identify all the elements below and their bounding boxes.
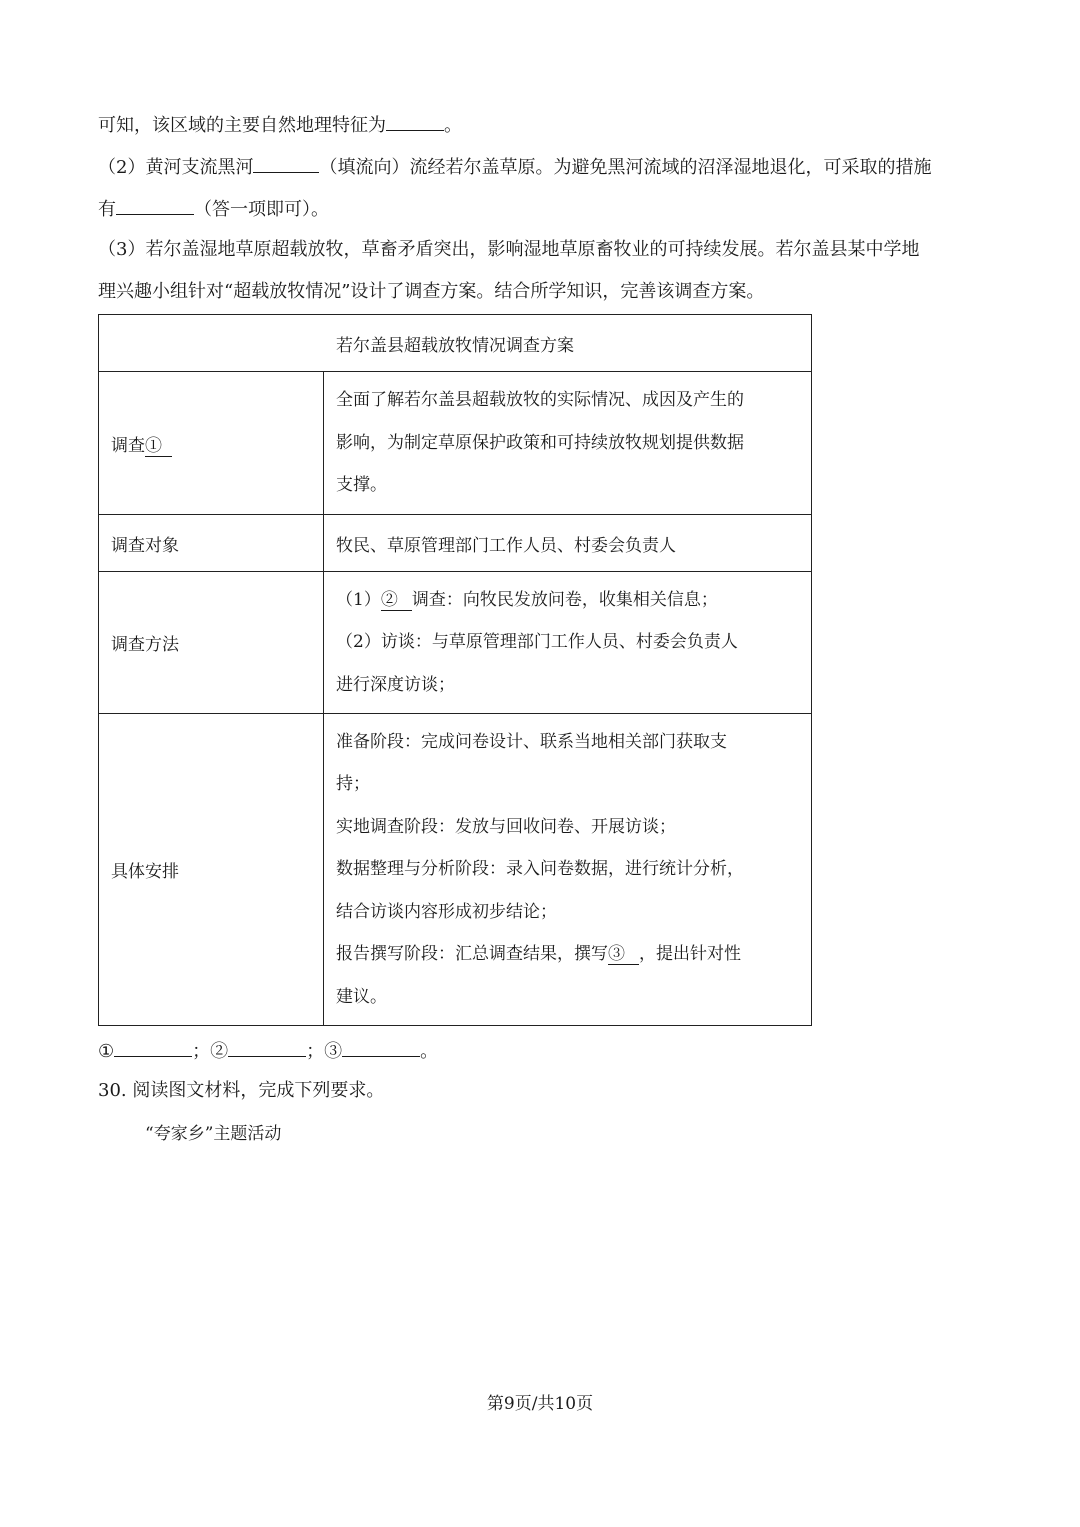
table-row-subject: [99, 515, 812, 572]
blank-3[interactable]: ③: [608, 944, 639, 965]
schedule-line-2: 持；: [336, 774, 370, 795]
answer-3-mark: ；③: [306, 1041, 343, 1062]
q3-line2: 理兴趣小组针对“超载放牧情况”设计了调查方案。结合所学知识，完善该调查方案。: [98, 281, 765, 302]
method-line-1: [336, 579, 799, 622]
answer-2-blank[interactable]: [228, 1036, 306, 1057]
q2-line1: [98, 152, 931, 182]
table-row-method: [99, 572, 812, 714]
q2-text-d: （答一项即可）。: [194, 199, 329, 220]
q3-line1: （3）若尔盖湿地草原超载放牧，草畜矛盾突出，影响湿地草原畜牧业的可持续发展。若尔盖县某中学地: [98, 239, 920, 260]
q2-text-b: （填流向）流经若尔盖草原。为避免黑河流域的沼泽湿地退化，可采取的措施: [319, 157, 932, 178]
answer-2-mark: ；②: [192, 1041, 229, 1062]
method-prefix: （1）: [336, 589, 381, 610]
purpose-line-3: 支撑。: [336, 475, 387, 496]
row-label-schedule: 具体安排: [99, 714, 324, 1026]
q2-blank-1[interactable]: [253, 152, 319, 173]
blank-2[interactable]: ②: [381, 590, 412, 611]
table-row-schedule: [99, 714, 812, 1026]
row-content-subject: 牧民、草原管理部门工作人员、村委会负责人: [324, 515, 812, 572]
method-line-2: （2）访谈：与草原管理部门工作人员、村委会负责人: [336, 632, 738, 653]
answer-1-mark: ①: [98, 1041, 115, 1062]
q2-text-a: （2）黄河支流黑河: [98, 157, 254, 178]
method-line-3: 进行深度访谈；: [336, 674, 455, 695]
q1-end: 。: [444, 115, 462, 136]
schedule-line-3: 实地调查阶段：发放与回收问卷、开展访谈；: [336, 816, 676, 837]
row-label-purpose: [99, 372, 324, 515]
page-footer: 第9页/共10页: [486, 1394, 594, 1414]
q2-blank-2[interactable]: [116, 194, 194, 215]
activity-title: “夸家乡”主题活动: [145, 1124, 282, 1144]
row-content-purpose: [324, 372, 812, 515]
answer-line: [98, 1036, 438, 1066]
q1-line: [98, 110, 462, 140]
answer-1-blank[interactable]: [114, 1036, 192, 1057]
purpose-line-2: 影响，为制定草原保护政策和可持续放牧规划提供数据: [336, 432, 744, 453]
q1-blank[interactable]: [386, 110, 444, 131]
q30-line: 30. 阅读图文材料，完成下列要求。: [98, 1080, 385, 1101]
answer-3-blank[interactable]: [342, 1036, 420, 1057]
schedule-line-6: [336, 933, 799, 976]
method-suffix: 调查：向牧民发放问卷，收集相关信息；: [411, 589, 718, 610]
row-content-method: [324, 572, 812, 714]
q1-text: 可知，该区域的主要自然地理特征为: [98, 115, 386, 136]
purpose-line-1: 全面了解若尔盖县超载放牧的实际情况、成因及产生的: [336, 390, 744, 411]
schedule-line-1: 准备阶段：完成问卷设计、联系当地相关部门获取支: [336, 731, 727, 752]
blank-1[interactable]: ①: [145, 436, 172, 457]
survey-plan-table: [98, 314, 812, 1026]
q2-text-c: 有: [98, 199, 116, 220]
report-suffix: ，提出针对性: [639, 944, 741, 965]
row-content-schedule: [324, 714, 812, 1026]
table-title: 若尔盖县超载放牧情况调查方案: [99, 315, 812, 372]
schedule-line-4: 数据整理与分析阶段：录入问卷数据，进行统计分析，: [336, 859, 744, 880]
answer-end: 。: [420, 1041, 439, 1062]
schedule-line-5: 结合访谈内容形成初步结论；: [336, 901, 557, 922]
label-prefix: 调查: [111, 435, 145, 456]
row-label-method: 调查方法: [99, 572, 324, 714]
schedule-line-7: 建议。: [336, 986, 387, 1007]
table-row-purpose: [99, 372, 812, 515]
q2-line2: [98, 194, 329, 224]
row-label-subject: 调查对象: [99, 515, 324, 572]
report-prefix: 报告撰写阶段：汇总调查结果，撰写: [336, 944, 608, 965]
